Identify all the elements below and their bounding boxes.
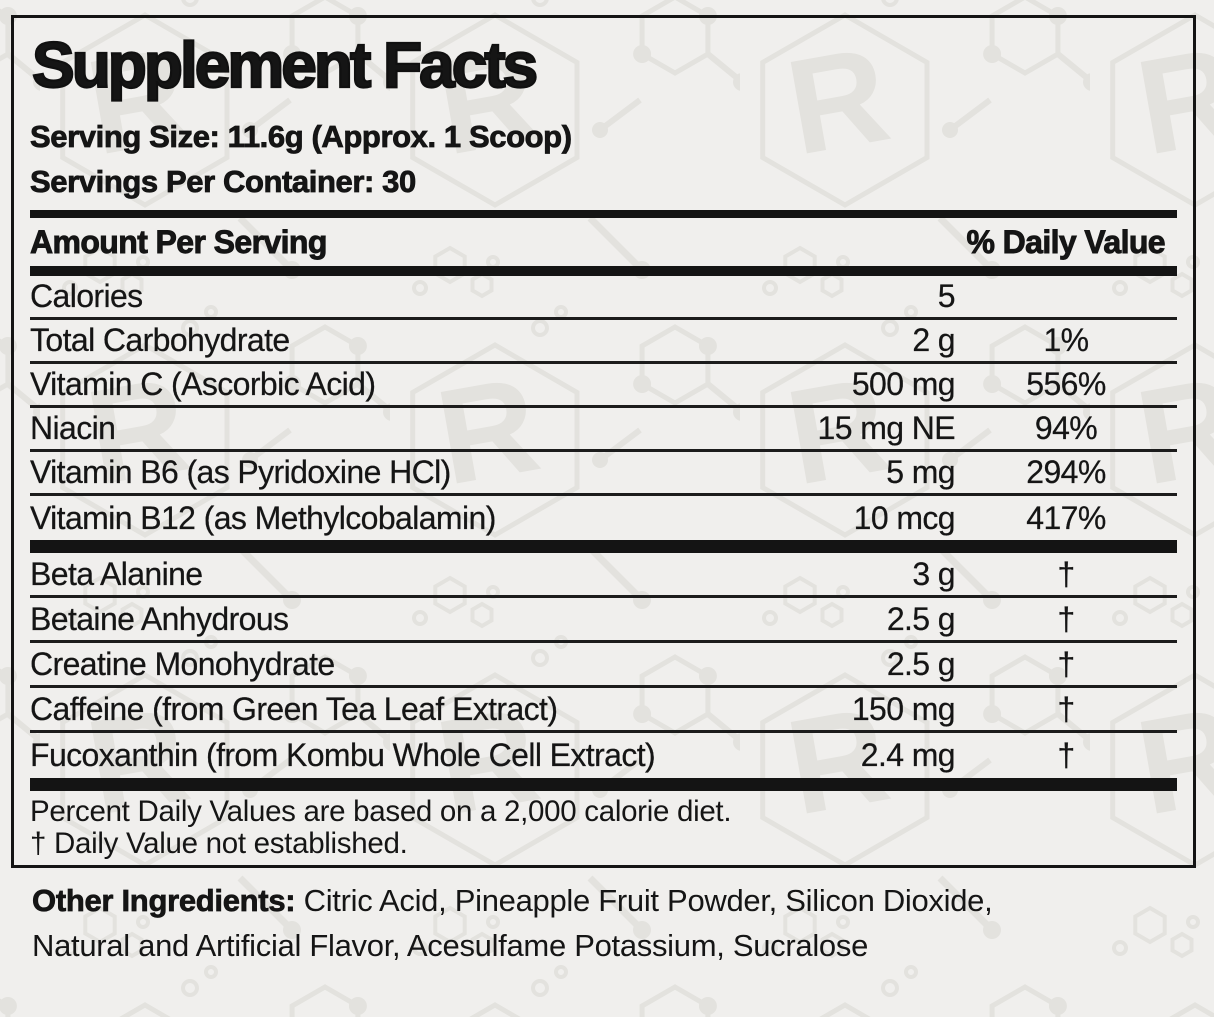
ingredient-amount: 2 g xyxy=(912,322,955,358)
amount-per-serving-header: Amount Per Serving xyxy=(30,223,327,260)
ingredient-name: Caffeine (from Green Tea Leaf Extract) xyxy=(30,690,558,727)
table-row xyxy=(30,643,1177,688)
ingredient-amount: 2.4 mg xyxy=(860,737,955,773)
supplement-facts-panel xyxy=(11,15,1196,868)
daily-value-header: % Daily Value xyxy=(966,223,1165,260)
ingredient-name: Vitamin B12 (as Methylcobalamin) xyxy=(30,499,496,536)
ingredient-name: Calories xyxy=(30,278,143,314)
ingredient-amount: 5 xyxy=(937,278,955,314)
thick-divider xyxy=(30,210,1177,218)
thick-divider xyxy=(30,266,1177,276)
table-row xyxy=(30,364,1177,408)
other-ingredients-paragraph xyxy=(32,878,1047,968)
ingredient-name: Niacin xyxy=(30,410,116,446)
ingredient-amount: 150 mg xyxy=(851,690,955,727)
ingredient-name: Beta Alanine xyxy=(30,555,203,592)
ingredient-name: Fucoxanthin (from Kombu Whole Cell Extract) xyxy=(30,737,656,773)
ingredient-dv: 94% xyxy=(1034,410,1098,446)
ingredient-dv: † xyxy=(1057,737,1075,773)
ingredient-dv: 556% xyxy=(1026,366,1106,402)
other-ingredients-text: Citric Acid, Pineapple Fruit Powder, Silicon Dioxide, Natural and Artificial Flavor, Acesulfame Potassium, Sucralose xyxy=(32,883,993,963)
ingredient-dv: 1% xyxy=(1043,322,1089,358)
other-ingredients-label: Other Ingredients: xyxy=(32,883,296,918)
ingredient-amount: 10 mcg xyxy=(853,499,955,536)
ingredient-name: Betaine Anhydrous xyxy=(30,600,289,637)
ingredient-name: Vitamin B6 (as Pyridoxine HCl) xyxy=(30,454,451,490)
ingredient-amount: 500 mg xyxy=(851,366,955,402)
table-row xyxy=(30,553,1177,598)
ingredient-name: Total Carbohydrate xyxy=(30,322,290,358)
table-row xyxy=(30,452,1177,496)
ingredient-dv: 294% xyxy=(1026,454,1106,490)
supplement-facts-title: Supplement Facts xyxy=(32,29,536,101)
ingredient-dv: † xyxy=(1057,690,1075,727)
thick-divider xyxy=(30,778,1177,791)
ingredient-dv: 417% xyxy=(1026,499,1106,536)
serving-size-line: Serving Size: 11.6g (Approx. 1 Scoop) xyxy=(30,119,572,154)
table-row xyxy=(30,733,1177,778)
table-row xyxy=(30,496,1177,540)
footnotes xyxy=(30,791,1177,860)
facts-section-vitamins xyxy=(30,276,1177,540)
ingredient-amount: 15 mg NE xyxy=(817,410,955,446)
facts-header-row xyxy=(30,218,1177,266)
ingredient-amount: 2.5 g xyxy=(886,600,955,637)
footnote-calorie-diet: Percent Daily Values are based on a 2,000 calorie diet. xyxy=(30,795,732,828)
servings-per-container-line: Servings Per Container: 30 xyxy=(30,164,416,199)
ingredient-amount: 2.5 g xyxy=(886,645,955,682)
ingredient-amount: 3 g xyxy=(912,555,955,592)
thick-divider xyxy=(30,540,1177,553)
ingredient-amount: 5 mg xyxy=(886,454,955,490)
table-row xyxy=(30,320,1177,364)
table-row xyxy=(30,408,1177,452)
ingredient-dv: † xyxy=(1057,645,1075,682)
ingredient-dv: † xyxy=(1057,555,1075,592)
ingredient-dv: † xyxy=(1057,600,1075,637)
facts-section-actives xyxy=(30,553,1177,778)
table-row xyxy=(30,598,1177,643)
footnote-daily-value: † Daily Value not established. xyxy=(30,827,408,860)
ingredient-name: Vitamin C (Ascorbic Acid) xyxy=(30,366,376,402)
ingredient-name: Creatine Monohydrate xyxy=(30,645,335,682)
table-row xyxy=(30,276,1177,320)
table-row xyxy=(30,688,1177,733)
